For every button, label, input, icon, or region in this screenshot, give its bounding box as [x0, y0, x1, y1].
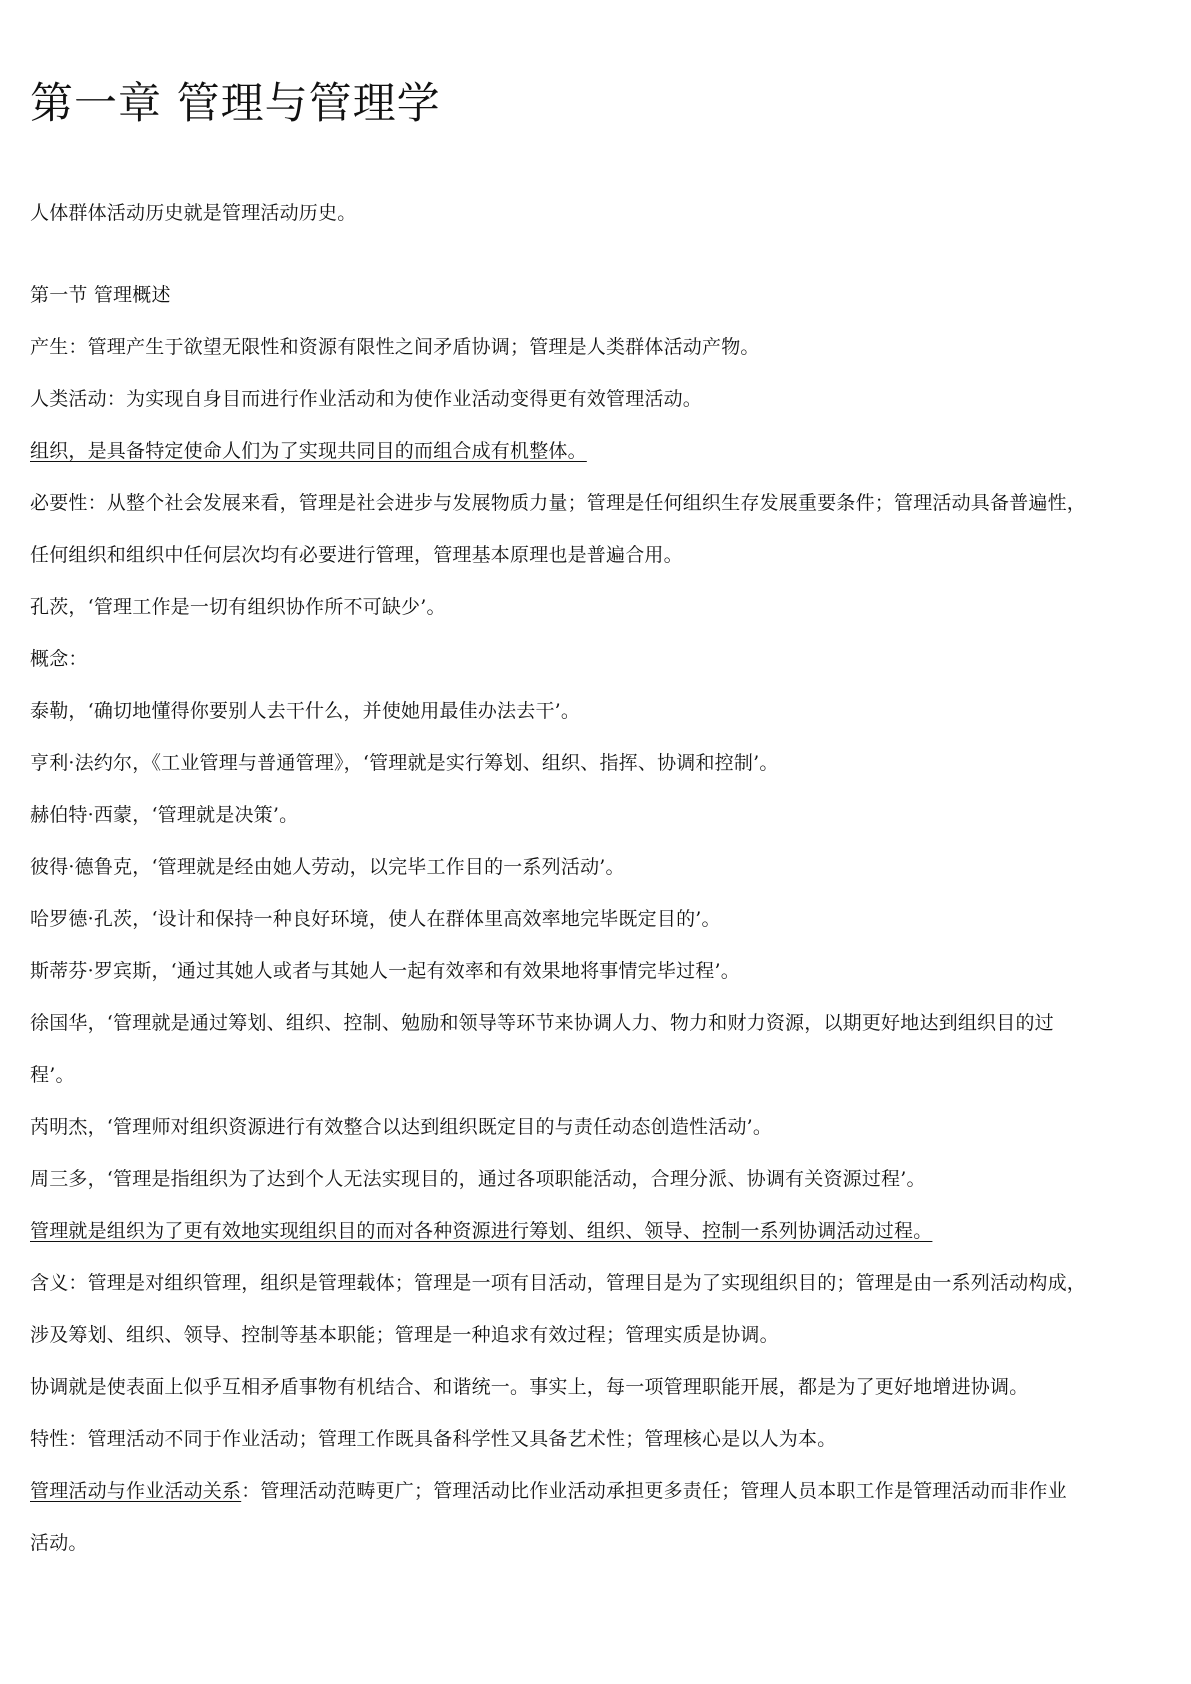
paragraph-meaning: 含义：管理是对组织管理，组织是管理载体；管理是一项有目活动，管理目是为了实现组织目的；管理是由一系列活动构成， [30, 1272, 1087, 1294]
quote-xu-guohua: 徐国华，‘管理就是通过筹划、组织、控制、勉励和领导等环节来协调人力、物力和财力资源，以期更好地达到组织目的过 [30, 1012, 1054, 1034]
paragraph-origin: 产生：管理产生于欲望无限性和资源有限性之间矛盾协调；管理是人类群体活动产物。 [30, 336, 760, 358]
paragraph-necessity: 必要性：从整个社会发展来看，管理是社会进步与发展物质力量；管理是任何组织生存发展重要条件；管理活动具备普遍性， [30, 492, 1087, 514]
quote-taylor: 泰勒，‘确切地懂得你要别人去干什么，并使她用最佳办法去干’。 [30, 700, 581, 722]
paragraph-coordination: 协调就是使表面上似乎互相矛盾事物有机结合、和谐统一。事实上，每一项管理职能开展，都是为了更好地增进协调。 [30, 1376, 1029, 1398]
paragraph-meaning-cont: 涉及筹划、组织、领导、控制等基本职能；管理是一种追求有效过程；管理实质是协调。 [30, 1324, 779, 1346]
paragraph-human-activity: 人类活动：为实现自身目而进行作业活动和为使作业活动变得更有效管理活动。 [30, 388, 703, 410]
chapter-title: 第一章 管理与管理学 [30, 79, 441, 129]
quote-rui-mingjie: 芮明杰，‘管理师对组织资源进行有效整合以达到组织既定目的与责任动态创造性活动’。 [30, 1116, 773, 1138]
paragraph-organization-definition: 组织，是具备特定使命人们为了实现共同目的而组合成有机整体。 [30, 440, 587, 462]
relationship-text: ：管理活动范畴更广；管理活动比作业活动承担更多责任；管理人员本职工作是管理活动而非作业 [241, 1480, 1067, 1502]
section-heading: 第一节 管理概述 [30, 284, 171, 306]
quote-simon: 赫伯特·西蒙，‘管理就是决策’。 [30, 804, 299, 826]
relationship-heading: 管理活动与作业活动关系 [30, 1480, 242, 1502]
paragraph-relationship [30, 1478, 1165, 1504]
quote-fayol: 亨利·法约尔，《工业管理与普通管理》，‘管理就是实行筹划、组织、指挥、协调和控制’。 [30, 752, 779, 774]
quote-harold-koontz: 哈罗德·孔茨，‘设计和保持一种良好环境，使人在群体里高效率地完毕既定目的’。 [30, 908, 721, 930]
intro-paragraph: 人体群体活动历史就是管理活动历史。 [30, 202, 357, 224]
quote-koontz: 孔茨，‘管理工作是一切有组织协作所不可缺少’。 [30, 596, 446, 618]
quote-robbins: 斯蒂芬·罗宾斯，‘通过其她人或者与其她人一起有效率和有效果地将事情完毕过程’。 [30, 960, 740, 982]
concept-heading: 概念： [30, 648, 88, 670]
paragraph-characteristics: 特性：管理活动不同于作业活动；管理工作既具备科学性又具备艺术性；管理核心是以人为本。 [30, 1428, 837, 1450]
paragraph-necessity-cont: 任何组织和组织中任何层次均有必要进行管理，管理基本原理也是普遍合用。 [30, 544, 683, 566]
quote-drucker: 彼得·德鲁克，‘管理就是经由她人劳动，以完毕工作目的一系列活动’。 [30, 856, 625, 878]
quote-xu-guohua-cont: 程’。 [30, 1064, 75, 1086]
quote-zhou-sanduo: 周三多，‘管理是指组织为了达到个人无法实现目的，通过各项职能活动，合理分派、协调有关资源过程’。 [30, 1168, 926, 1190]
management-definition: 管理就是组织为了更有效地实现组织目的而对各种资源进行筹划、组织、领导、控制一系列协调活动过程。 [30, 1220, 933, 1242]
paragraph-relationship-cont: 活动。 [30, 1532, 88, 1554]
